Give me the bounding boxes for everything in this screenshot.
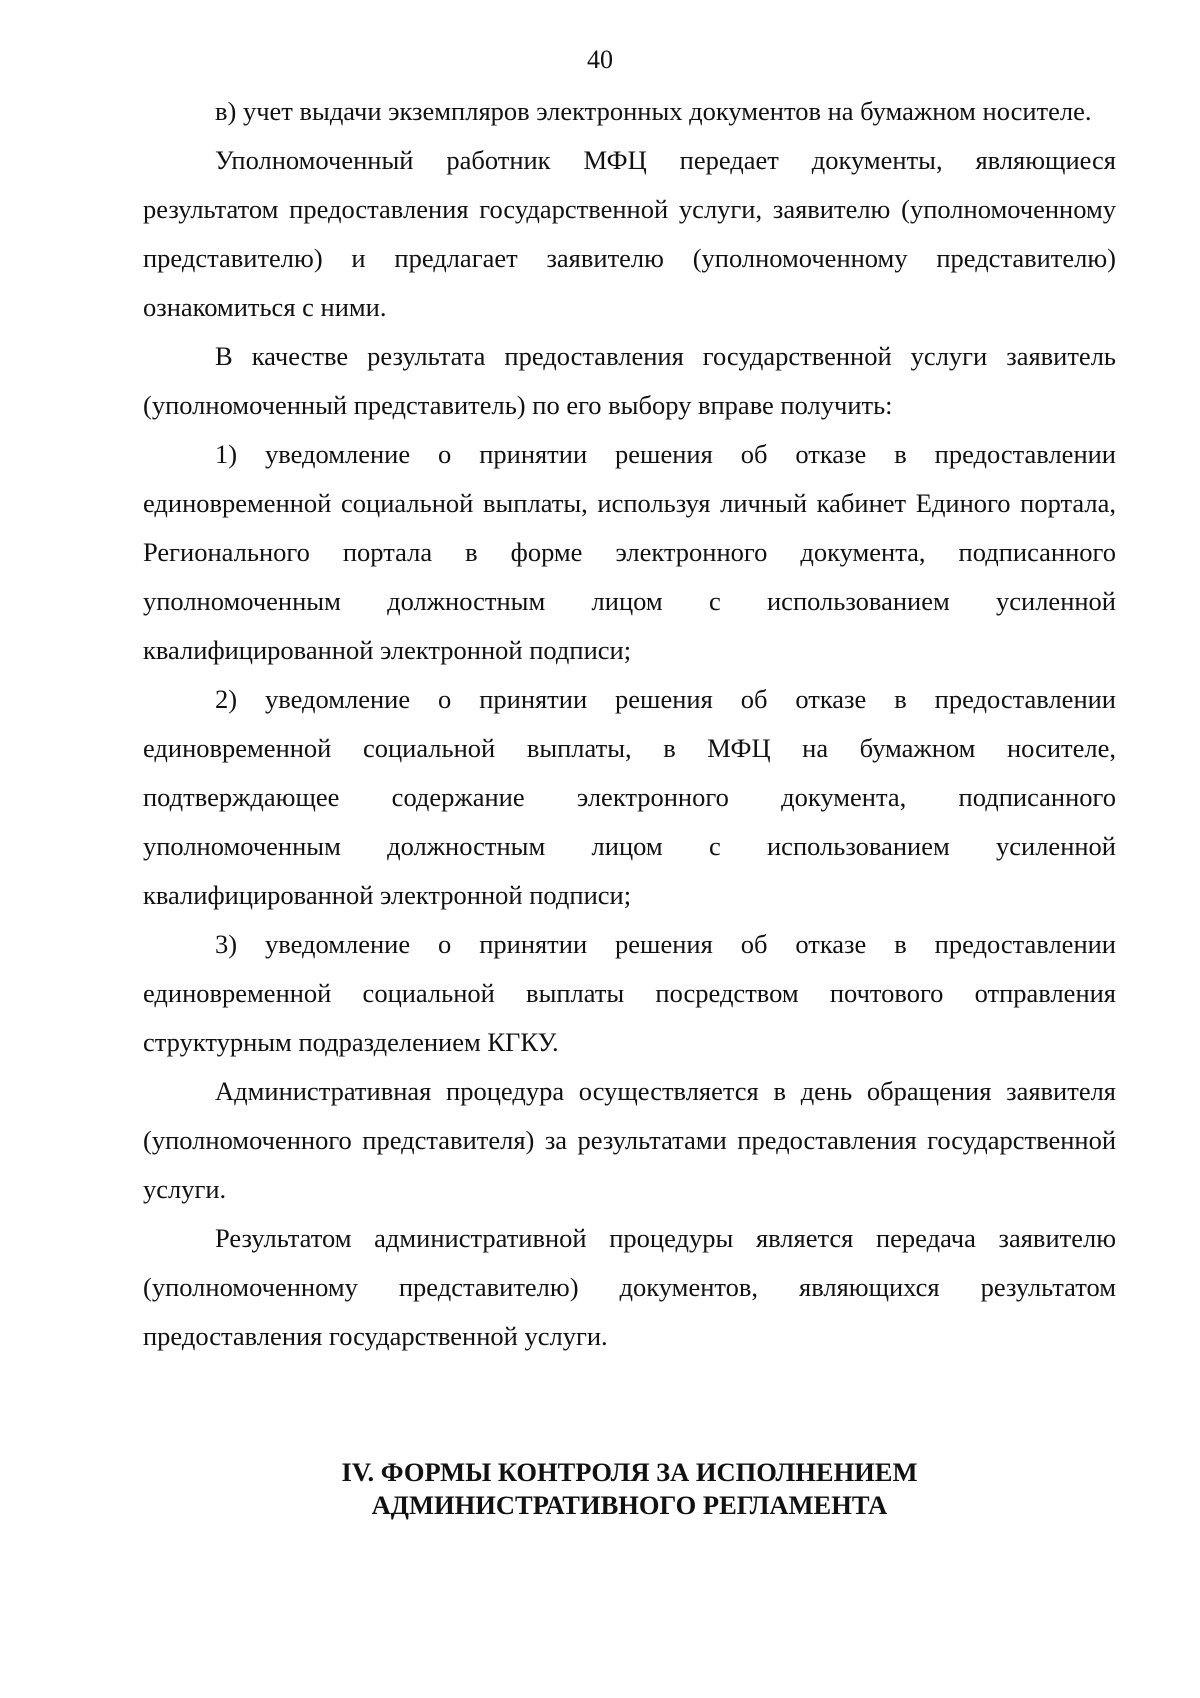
section-heading-line-1: IV. ФОРМЫ КОНТРОЛЯ ЗА ИСПОЛНЕНИЕМ — [341, 1457, 918, 1487]
section-heading — [143, 1456, 1116, 1522]
list-item-1: 1) уведомление о принятии решения об отказе в предоставлении единовременной социальной выплаты, используя личный кабинет Единого портала, Регионального портала в форме электронного документа, подписанного уполномоченным должностным лицом с использованием усиленной квалифицированной электронной подписи; — [143, 439, 1116, 665]
paragraph-item-v-issuance-accounting: в) учет выдачи экземпляров электронных документов на бумажном носителе. — [215, 96, 1092, 126]
paragraph-procedure-timing: Административная процедура осуществляется в день обращения заявителя (уполномоченного представителя) за результатами предоставления государственной услуги. — [143, 1076, 1116, 1204]
paragraph-result-options: В качестве результата предоставления государственной услуги заявитель (уполномоченный представитель) по его выбору вправе получить: — [143, 341, 1116, 420]
list-item-2: 2) уведомление о принятии решения об отказе в предоставлении единовременной социальной выплаты, в МФЦ на бумажном носителе, подтверждающее содержание электронного документа, подписанного уполномоченным должностным лицом с использованием усиленной квалифицированной электронной подписи; — [143, 684, 1116, 910]
document-body — [143, 87, 1116, 1361]
paragraph-mfc-transfer: Уполномоченный работник МФЦ передает документы, являющиеся результатом предоставления государственной услуги, заявителю (уполномоченному представителю) и предлагает заявителю (уполномоченному представителю) ознакомиться с ними. — [143, 145, 1116, 322]
paragraph-procedure-result: Результатом административной процедуры является передача заявителю (уполномоченному представителю) документов, являющихся результатом предоставления государственной услуги. — [143, 1223, 1116, 1351]
section-heading-line-2: АДМИНИСТРАТИВНОГО РЕГЛАМЕНТА — [371, 1490, 888, 1520]
list-item-3: 3) уведомление о принятии решения об отказе в предоставлении единовременной социальной выплаты посредством почтового отправления структурным подразделением КГКУ. — [143, 929, 1116, 1057]
page-number: 40 — [587, 45, 613, 74]
